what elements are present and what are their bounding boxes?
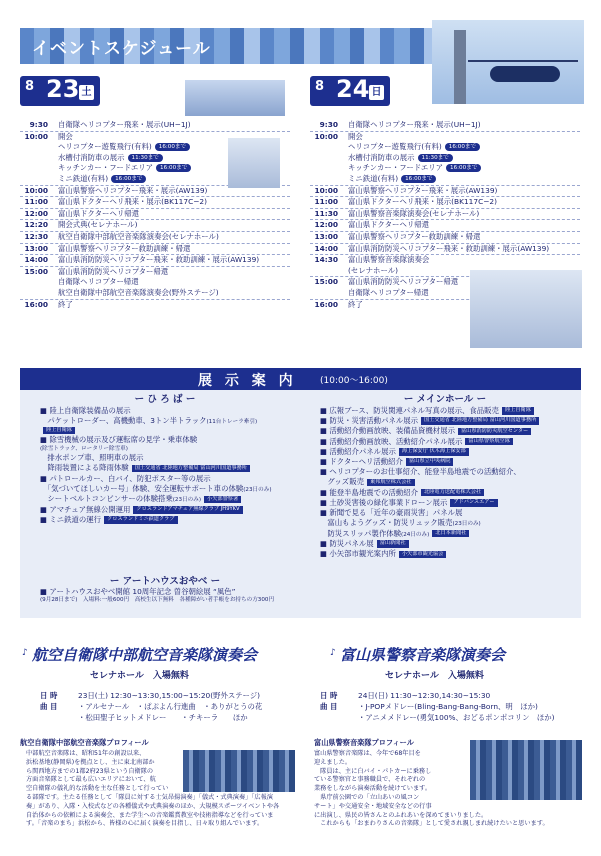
concert2-date-label: 日 時 xyxy=(320,691,338,700)
exhibit-item-tag: 富山新聞社 xyxy=(377,540,409,548)
schedule-row xyxy=(20,231,290,243)
exhibit-item xyxy=(40,587,305,597)
schedule-event xyxy=(58,277,290,288)
exhibit-item xyxy=(320,518,582,529)
schedule-time: 14:00 xyxy=(314,243,338,253)
profile-line: す。「音楽のまち」浜松から、皆様の心に届く演奏を目指し、日々取り組んでいます。 xyxy=(26,820,264,828)
crowd-photo xyxy=(185,80,285,116)
schedule-event xyxy=(58,232,290,243)
schedule-time: 10:00 xyxy=(314,185,338,195)
schedule-row xyxy=(20,288,290,299)
hall-title: ー メインホール ー xyxy=(403,394,487,405)
exhibit-item-text: 排水ポンプ車、照明車の展示 xyxy=(40,453,144,463)
schedule-event-text: 富山県ドクターヘリ帰還 xyxy=(58,208,140,218)
schedule-event xyxy=(348,142,580,153)
exhibit-item-tag: 北陸電力送配電株式会社 xyxy=(421,489,484,497)
schedule-row xyxy=(20,299,290,311)
schedule-time: 12:20 xyxy=(24,220,48,230)
exhibit-item xyxy=(320,467,582,477)
concert2-songs1: ・J-POPメドレー(Bling-Bang-Bang-Born、明 ほか) xyxy=(358,702,538,711)
profile-line: 奏」があり、入隊・入校式などの各種儀式や式典演奏のほか、大規模スポーツイベントや各 xyxy=(26,802,280,810)
schedule-row xyxy=(310,185,580,197)
exhibit-item xyxy=(40,406,305,416)
profile-line: ら関西地方までの1都2府23県という自衛隊の xyxy=(26,767,154,775)
concert1-prof-title: 航空自衛隊中部航空音楽隊プロフィール xyxy=(20,738,149,747)
exhibit-item-text: ■ 活動紹介パネル展示 xyxy=(320,446,396,456)
schedule-row xyxy=(20,243,290,255)
schedule-event xyxy=(348,244,580,255)
exhibit-item xyxy=(40,453,305,463)
schedule-time: 15:00 xyxy=(24,266,48,276)
schedule-event xyxy=(58,197,290,208)
schedule-event xyxy=(348,132,580,143)
schedule-event-text: 水槽付消防車の展示 xyxy=(348,152,415,162)
band2-photo xyxy=(470,740,582,800)
exhibit-item-tag: 富山県立中央病院 xyxy=(406,458,454,466)
schedule-time xyxy=(310,266,348,277)
schedule-time: 15:00 xyxy=(314,277,338,287)
schedule-badge: 16:00まで xyxy=(445,143,480,151)
exhibit-item-tag: 北日本新聞社 xyxy=(432,530,469,538)
rotor-shape xyxy=(468,60,578,62)
schedule-row xyxy=(20,208,290,220)
schedule-time xyxy=(310,174,348,185)
schedule-event xyxy=(58,120,290,131)
exhibit-item-tag: 海上保安庁 伏木海上保安部 xyxy=(399,448,469,456)
schedule-row xyxy=(20,277,290,288)
exhibit-item xyxy=(320,426,582,436)
schedule-badge: 16:00まで xyxy=(401,175,436,183)
schedule-event xyxy=(58,209,290,220)
schedule-event xyxy=(348,255,580,266)
exhibit-item-text: ■ アマチュア無線公開運用 xyxy=(40,504,131,514)
tower-shape xyxy=(454,30,466,104)
exhibit-item-text: ■ ヘリコプターのお仕事紹介、能登半島地震での活動紹介、 xyxy=(320,467,521,477)
schedule-event-text: ヘリコプター遊覧飛行(有料) xyxy=(58,142,152,152)
day2-weekday: 日 xyxy=(369,85,384,100)
exhibit-item-tag: クロスランドミニ鉄道クラブ xyxy=(104,516,177,524)
music-note-icon: ♪ xyxy=(22,648,28,658)
day1-day: 23 xyxy=(46,75,80,103)
exhibit-item xyxy=(40,505,305,515)
schedule-time: 9:30 xyxy=(319,120,338,129)
day2-date-box xyxy=(310,76,390,106)
schedule-event-text: 富山県警察音楽隊演奏会(セレナホール) xyxy=(348,208,480,218)
schedule-time: 16:00 xyxy=(314,299,338,309)
exhibit-item-text: ■ アートハウスおやべ開館 10周年記念 曽谷朝絵展 “風色” xyxy=(40,587,236,596)
exhibit-item-tag: 国土交通省 北陸地方整備局 富山河川国道事務所 xyxy=(421,417,539,425)
profile-line: 浜松基地(静岡県)を拠点とし、主に東北南部か xyxy=(26,758,155,766)
hall-list xyxy=(320,406,582,560)
schedule-event xyxy=(348,232,580,243)
exhibit-item xyxy=(320,406,582,416)
exhibit-item-tag: クロスランドアマチュア無線クラブ JH9YKV xyxy=(133,506,242,514)
schedule-row xyxy=(20,219,290,231)
schedule-badge: 16:00まで xyxy=(111,175,146,183)
schedule-event-text: 富山県警察音楽隊演奏会 xyxy=(348,255,430,265)
exhibit-item-tag: 富山県警察航空隊 xyxy=(465,438,513,446)
schedule-row xyxy=(310,243,580,255)
schedule-event-text: 富山県警察ヘリコプター救助訓練・帰還 xyxy=(348,231,481,241)
schedule-event-text: 富山県ドクターヘリ帰還 xyxy=(348,220,430,230)
exhibit-item-note: (23日のみ) xyxy=(452,521,481,528)
exhibit-item-tag: 国土交通省 北陸地方整備局 富山河川国道事務所 xyxy=(132,465,250,473)
schedule-event xyxy=(348,120,580,131)
exhibit-item xyxy=(40,463,305,473)
day2-month: 8 xyxy=(315,79,325,94)
exhibit-item xyxy=(320,457,582,467)
exhibit-item-note: (11台トレーラ牽引) xyxy=(206,419,258,426)
concert2-date: 24日(日) 11:30~12:30,14:30~15:30 xyxy=(358,691,491,700)
exhibit-item xyxy=(40,427,305,436)
exhibit-item-text: 防災スリッパ製作体験 xyxy=(320,528,402,538)
schedule-event-text: キッチンカー・フードエリア xyxy=(58,163,154,173)
exhibit-item-text: ■ 陸上自衛隊装備品の展示 xyxy=(40,406,131,415)
schedule-badge: 11:30まで xyxy=(128,154,163,162)
exhibit-title: 展 示 案 内 xyxy=(198,373,297,389)
concert1-songs-label: 曲 目 xyxy=(40,702,58,711)
schedule-event xyxy=(348,186,580,197)
exhibit-item xyxy=(40,484,305,495)
schedule-event xyxy=(348,163,580,174)
exhibit-item-text: ■ 活動紹介動画放映、活動紹介パネル展示 xyxy=(320,436,463,446)
day1-weekday: 土 xyxy=(79,85,94,100)
exhibit-item-tag: 富山県消防防災航空センター xyxy=(458,428,531,436)
exhibit-item-text: 降雨装置による降雨体験 xyxy=(40,463,129,473)
schedule-time: 11:00 xyxy=(24,197,48,207)
schedule-time xyxy=(20,277,58,288)
schedule-time: 10:00 xyxy=(24,131,48,141)
schedule-time xyxy=(20,142,58,153)
exhibit-item-text: ■ ミニ鉄道の運行 xyxy=(40,514,102,524)
exhibit-item xyxy=(320,416,582,426)
firefighter-photo xyxy=(228,138,280,188)
exhibit-item-note: (24日のみ) xyxy=(401,531,430,538)
schedule-event-text: 富山県消防防災ヘリコプター飛来・救助訓練・展示(AW139) xyxy=(58,255,260,265)
schedule-time: 10:00 xyxy=(24,185,48,195)
exhibit-item xyxy=(40,416,305,427)
schedule-row xyxy=(20,120,290,131)
schedule-event-text: 自衛隊ヘリコプター飛来・展示(UH−1J) xyxy=(58,120,191,129)
schedule-row xyxy=(310,174,580,185)
event-crowd-photo xyxy=(470,270,582,348)
schedule-row xyxy=(20,254,290,266)
profile-line: 中部航空音楽隊は、昭和51年の創設以来、 xyxy=(26,750,146,757)
schedule-time: 13:00 xyxy=(24,243,48,253)
exhibit-item xyxy=(320,498,582,508)
concert1-title: 航空自衛隊中部航空音楽隊演奏会 xyxy=(32,646,258,664)
exhibit-item-text: パケットローダー、高機動車、3トン半トラック xyxy=(40,416,207,426)
schedule-event xyxy=(58,220,290,231)
schedule-event-text: 富山県ドクターヘリ飛来・展示(BK117C−2) xyxy=(58,197,208,207)
profile-line: に出演し、県民の皆さんとのふれあいを深めてまいりました。 xyxy=(314,811,488,819)
schedule-time: 9:30 xyxy=(29,120,48,129)
exhibit-item-tag: 小矢部市観光協会 xyxy=(399,551,447,559)
concert1-sub: セレナホール 入場無料 xyxy=(90,671,189,681)
schedule-event-text: 富山県警察ヘリコプター飛来・展示(AW139) xyxy=(348,185,498,195)
schedule-row xyxy=(310,142,580,153)
schedule-event-text: 開会 xyxy=(348,131,363,141)
schedule-event-text: 富山県消防防災ヘリコプター飛来・救助訓練・展示(AW139) xyxy=(348,243,550,253)
schedule-time xyxy=(20,288,58,299)
schedule-row xyxy=(20,196,290,208)
concert2-songs-label: 曲 目 xyxy=(320,702,338,711)
schedule-row xyxy=(310,208,580,220)
schedule-event-text: 航空自衛隊中部航空音楽隊演奏会(野外ステージ) xyxy=(58,287,219,297)
exhibit-item-text: ■ 新聞で見る「近年の豪雨災害」パネル展 xyxy=(320,508,463,518)
schedule-event-text: 富山県ドクターヘリ飛来・展示(BK117C−2) xyxy=(348,197,498,207)
concert2-title: 富山県警察音楽隊演奏会 xyxy=(340,646,506,664)
exhibit-item-text: 「気づいてほしいカー号」体験、安全運転サポート車の体験 xyxy=(40,483,244,493)
concert1-info xyxy=(40,690,262,723)
schedule-time: 11:30 xyxy=(314,208,338,218)
concert1-date: 23日(土) 12:30~13:30,15:00~15:20(野外ステージ) xyxy=(78,691,261,700)
schedule-event-text: 富山県警察ヘリコプター飛来・展示(AW139) xyxy=(58,185,208,195)
schedule-event xyxy=(348,220,580,231)
exhibit-item-text: ■ ドクターヘリ活動紹介 xyxy=(320,457,403,467)
schedule-row xyxy=(310,120,580,131)
schedule-event xyxy=(58,288,290,299)
exhibit-item-note: (除雪トラック、ロータリー除雪車) xyxy=(40,445,128,452)
schedule-event-text: 開会式典(セレナホール) xyxy=(58,220,138,230)
concert1-date-label: 日 時 xyxy=(40,691,58,700)
exhibit-item-text: ■ 防災パネル展 xyxy=(320,539,374,549)
profile-line: 県庁前公園での「立山あいの風コン xyxy=(314,793,420,801)
schedule-event-text: 富山県警察ヘリコプター救助訓練・帰還 xyxy=(58,243,191,253)
day2-day: 24 xyxy=(336,75,370,103)
schedule-event xyxy=(348,209,580,220)
exhibit-item-tag: アドバンスエアー xyxy=(450,499,497,507)
profile-line: 空自衛隊の儀礼的な活動を主な任務として行ってい xyxy=(26,785,169,793)
exhibit-item xyxy=(40,446,305,454)
exhibit-item-note: (9月28日まで) 入場料:一般600円 高校生以下無料 各種障がい者手帳をお持ちの方300円 xyxy=(40,597,275,604)
profile-line: 隊員は、主に白バイ・パトカーに乗務し xyxy=(314,767,432,775)
schedule-time xyxy=(310,288,348,299)
exhibit-item-text: ■ 広報ブース、防災関連パネル写真の展示、食品販売 xyxy=(320,406,499,415)
day1-month: 8 xyxy=(25,79,35,94)
exhibit-item-text: ■ 防災・災害活動パネル展示 xyxy=(320,416,419,426)
profile-line: 迎えました。 xyxy=(314,758,352,766)
schedule-time: 12:30 xyxy=(24,231,48,241)
schedule-row xyxy=(310,131,580,143)
exhibit-item xyxy=(40,435,305,445)
schedule-row xyxy=(310,196,580,208)
exhibit-item xyxy=(320,508,582,518)
exhibit-item xyxy=(320,437,582,447)
music-note-icon: ♪ xyxy=(330,648,336,658)
concert1-songs1: ・アルセナール ・ぱぷよん行進曲 ・ありがとうの花 xyxy=(78,702,263,711)
schedule-time: 12:00 xyxy=(24,208,48,218)
schedule-time: 13:00 xyxy=(314,231,338,241)
hiroba-list xyxy=(40,406,305,525)
schedule-row xyxy=(20,266,290,278)
schedule-event xyxy=(58,244,290,255)
hiroba-title: ー ひ ろ ば ー xyxy=(134,394,196,405)
exhibit-item-text: ■ 除雪機械の展示及び運転席の見学・乗車体験 xyxy=(40,435,198,445)
concert2-songs2: ・アニメメドレー(勇気100%、おどるポンポコリン ほか) xyxy=(358,713,555,722)
schedule-event xyxy=(58,300,290,311)
schedule-event-text: 自衛隊ヘリコプター帰還 xyxy=(58,277,139,287)
exhibit-item xyxy=(320,477,582,487)
schedule-event-text: ミニ鉄道(有料) xyxy=(348,173,399,183)
profile-line: 富山県警察音楽隊は、今年で68年目を xyxy=(314,750,421,757)
helicopter-photo xyxy=(432,20,584,104)
schedule-badge: 16:00まで xyxy=(156,164,191,172)
schedule-time xyxy=(310,142,348,153)
schedule-badge: 16:00まで xyxy=(446,164,481,172)
exhibit-item-tag: 陸上自衛隊 xyxy=(502,407,534,415)
profile-line: 自治体からの依頼による演奏会、また学生への音楽鑑賞教室や技術指導などを行っていま xyxy=(26,811,274,819)
schedule-time: 14:30 xyxy=(314,255,338,265)
exhibit-item-text: グッズ販売 xyxy=(320,477,364,487)
schedule-time xyxy=(20,174,58,185)
schedule-title: イベントスケジュール xyxy=(32,39,211,59)
schedule-event-text: 自衛隊ヘリコプター飛来・展示(UH−1J) xyxy=(348,120,481,129)
schedule-time: 12:00 xyxy=(314,220,338,230)
concert2-info xyxy=(320,690,555,723)
schedule-time: 11:00 xyxy=(314,197,338,207)
profile-line: 業務をしながら演奏活動を続けています。 xyxy=(314,785,432,793)
exhibit-item-note: (23日のみ) xyxy=(243,486,272,493)
exhibit-item-text: ■ 小矢部市観光案内所 xyxy=(320,549,396,559)
schedule-time xyxy=(310,163,348,174)
exhibit-item-tag: 東邦航空株式会社 xyxy=(367,479,415,487)
schedule-event-text: 開会 xyxy=(58,131,73,141)
profile-line: る部隊です。主たる任務として「隊員に対する士気昂揚演奏」「儀式・式典演奏」「広報演 xyxy=(26,793,273,801)
day1-date-box xyxy=(20,76,100,106)
exhibit-item-text: ■ 能登半島地震での活動紹介 xyxy=(320,487,419,497)
exhibit-item-text: ■ パトロールカー、白バイ、防犯ポスター等の展示 xyxy=(40,473,211,483)
schedule-row xyxy=(310,254,580,266)
exhibit-item-text: ■ 活動紹介動画放映、装備品資機材展示 xyxy=(320,426,455,436)
schedule-event-text: 水槽付消防車の展示 xyxy=(58,152,125,162)
exhibit-item xyxy=(320,549,582,559)
schedule-event-text: 自衛隊ヘリコプター帰還 xyxy=(348,287,429,297)
exhibit-item-text: 富山もようグッズ・防災リュック販売 xyxy=(320,518,453,528)
exhibit-item-tag: 陸上自衛隊 xyxy=(43,427,75,435)
exhibit-time: (10:00〜16:00) xyxy=(320,376,388,386)
schedule-event xyxy=(348,153,580,164)
helicopter-icon xyxy=(490,66,560,82)
schedule-row xyxy=(310,219,580,231)
exhibit-item-note: (23日のみ) xyxy=(172,497,202,504)
profile-line: ている警察官と事務職員で、それぞれの xyxy=(314,776,426,784)
schedule-time: 10:00 xyxy=(314,131,338,141)
schedule-event-text: ヘリコプター遊覧飛行(有料) xyxy=(348,142,442,152)
schedule-event-text: 航空自衛隊中部航空音楽隊演奏会(セレナホール) xyxy=(58,231,219,241)
schedule-event-text: 富山県消防防災ヘリコプター帰還 xyxy=(348,277,459,287)
exhibit-item-tag: 小矢部警察署 xyxy=(204,496,241,504)
schedule-event xyxy=(348,174,580,185)
schedule-time: 14:00 xyxy=(24,255,48,265)
schedule-row xyxy=(310,163,580,174)
concert2-prof-title: 富山県警察音楽隊プロフィール xyxy=(314,738,414,747)
schedule-event-text: 終了 xyxy=(58,299,73,309)
concert2-sub: セレナホール 入場無料 xyxy=(385,671,484,681)
schedule-row xyxy=(310,153,580,164)
arthouse-list xyxy=(40,587,305,605)
exhibit-header xyxy=(20,368,581,390)
profile-line: 方面音楽隊として最も広いエリアにおいて、航 xyxy=(26,776,156,784)
schedule-event-text: キッチンカー・フードエリア xyxy=(348,163,444,173)
schedule-time xyxy=(20,163,58,174)
concert1-songs2: ・松田聖子ヒットメドレー ・チキーラ ほか xyxy=(78,713,248,722)
exhibit-item xyxy=(320,529,582,540)
schedule-event xyxy=(58,255,290,266)
exhibit-item-text: シートベルトコンビンサーの体験搭乗 xyxy=(40,494,173,504)
schedule-badge: 16:00まで xyxy=(155,143,190,151)
schedule-event-text: 富山県消防防災ヘリコプター帰還 xyxy=(58,266,169,276)
exhibit-item xyxy=(40,494,305,505)
schedule-badge: 11:30まで xyxy=(418,154,453,162)
schedule-event xyxy=(348,197,580,208)
exhibit-item xyxy=(320,539,582,549)
arthouse-title: ー アートハウスおやべ ー xyxy=(109,576,221,587)
schedule-time xyxy=(20,153,58,164)
schedule-event-text: 終了 xyxy=(348,299,363,309)
exhibit-item xyxy=(320,447,582,457)
exhibit-item xyxy=(40,515,305,525)
schedule-time: 16:00 xyxy=(24,299,48,309)
exhibit-item xyxy=(40,474,305,484)
schedule-event-text: ミニ鉄道(有料) xyxy=(58,173,109,183)
schedule-event-text: (セレナホール) xyxy=(348,265,398,275)
band1-photo xyxy=(183,750,295,792)
profile-line: サート」や交通安全・地域安全などの行事 xyxy=(314,802,432,810)
schedule-time xyxy=(310,153,348,164)
schedule-row xyxy=(310,231,580,243)
schedule-event xyxy=(58,267,290,278)
profile-line: これからも「おまわりさんの音楽隊」として愛され親しまれ続けたいと思います。 xyxy=(314,820,549,828)
exhibit-item-text: ■ 土砂災害後の緑化事業ドローン展示 xyxy=(320,497,448,507)
exhibit-item xyxy=(40,597,305,605)
exhibit-item xyxy=(320,488,582,498)
